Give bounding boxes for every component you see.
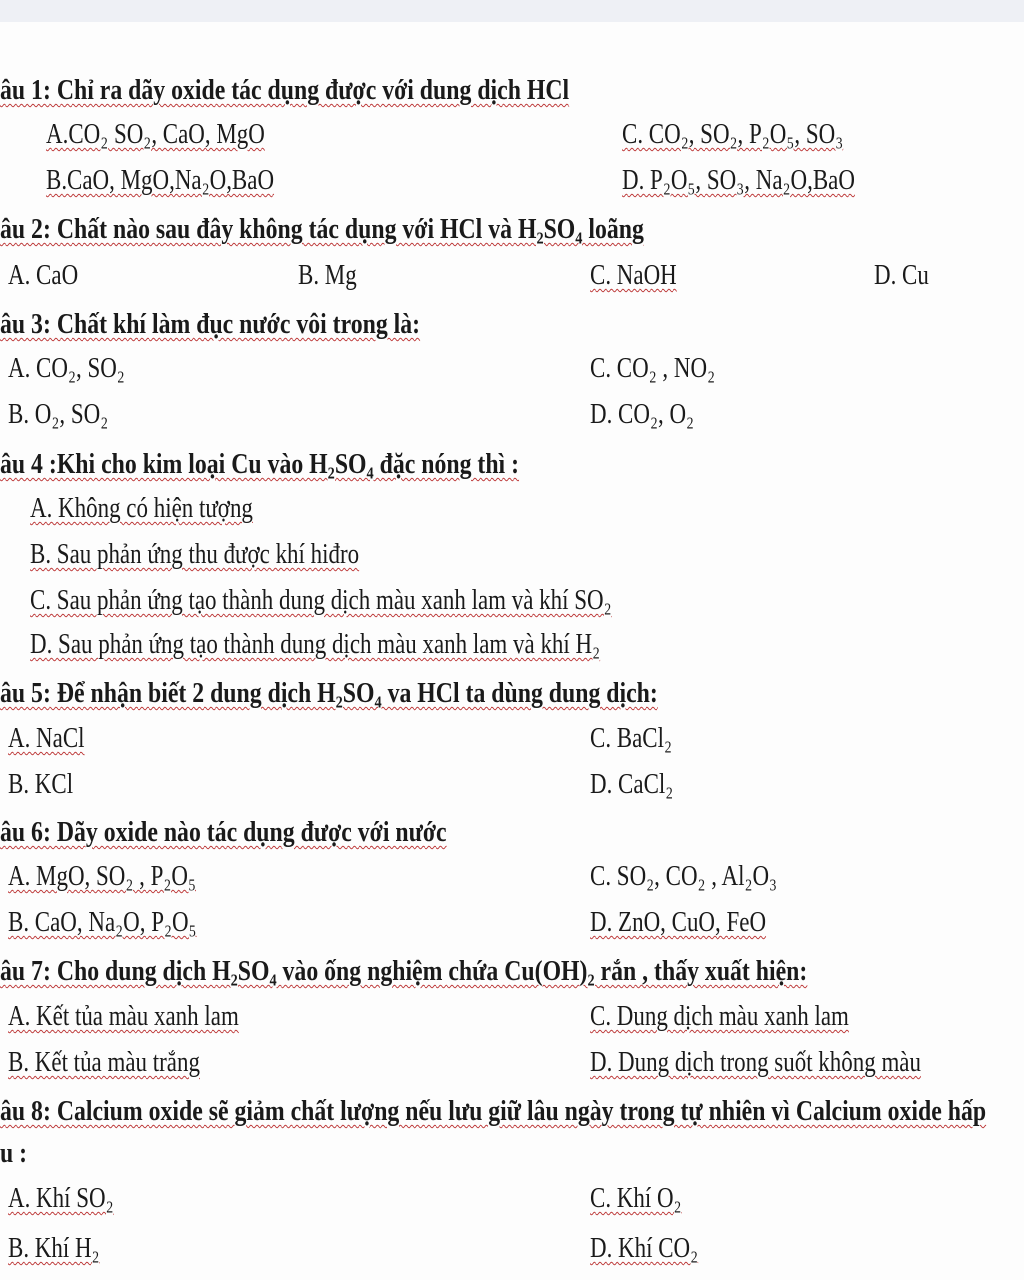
q3-option-d[interactable]: D. CO₂, O₂ <box>590 399 695 430</box>
q1-option-d[interactable]: D. P₂O₅, SO₃, Na₂O,BaO <box>622 165 855 196</box>
q5-option-c[interactable]: C. BaCl₂ <box>590 723 672 754</box>
q4-option-a[interactable]: A. Không có hiện tượng <box>30 493 253 524</box>
q1-option-b[interactable]: B.CaO, MgO,Na₂O,BaO <box>46 165 275 196</box>
q2-option-d[interactable]: D. Cu <box>874 260 929 291</box>
question-8-continued: u : <box>0 1137 28 1169</box>
q8-option-d[interactable]: D. Khí CO₂ <box>590 1233 699 1264</box>
q7-option-d[interactable]: D. Dung dịch trong suốt không màu <box>590 1047 921 1078</box>
question-7: âu 7: Cho dung dịch H₂SO₄ vào ống nghiệm chứa Cu(OH)₂ rắn , thấy xuất hiện: <box>0 955 808 987</box>
q4-option-d[interactable]: D. Sau phản ứng tạo thành dung dịch màu xanh lam và khí H₂ <box>30 629 601 660</box>
q8-option-a[interactable]: A. Khí SO₂ <box>8 1183 114 1214</box>
q5-option-a[interactable]: A. NaCl <box>8 723 85 754</box>
q2-option-a[interactable]: A. CaO <box>8 260 79 291</box>
question-3: âu 3: Chất khí làm đục nước vôi trong là: <box>0 308 421 340</box>
q1-option-c[interactable]: C. CO₂, SO₂, P₂O₅, SO₃ <box>622 119 844 150</box>
q3-option-b[interactable]: B. O₂, SO₂ <box>8 399 109 430</box>
q2-option-b[interactable]: B. Mg <box>298 260 357 291</box>
q4-option-c[interactable]: C. Sau phản ứng tạo thành dung dịch màu xanh lam và khí SO₂ <box>30 585 612 616</box>
q7-option-c[interactable]: C. Dung dịch màu xanh lam <box>590 1001 849 1032</box>
q5-option-d[interactable]: D. CaCl₂ <box>590 769 674 800</box>
question-4: âu 4 :Khi cho kim loại Cu vào H₂SO₄ đặc nóng thì : <box>0 448 520 480</box>
q6-option-a[interactable]: A. MgO, SO₂ , P₂O₅ <box>8 861 196 892</box>
q8-option-c[interactable]: C. Khí O₂ <box>590 1183 682 1214</box>
question-1: âu 1: Chỉ ra dãy oxide tác dụng được với dung dịch HCl <box>0 74 570 106</box>
q6-option-d[interactable]: D. ZnO, CuO, FeO <box>590 907 767 938</box>
question-6: âu 6: Dãy oxide nào tác dụng được với nước <box>0 816 447 848</box>
q4-option-b[interactable]: B. Sau phản ứng thu được khí hiđro <box>30 539 360 570</box>
q3-option-a[interactable]: A. CO₂, SO₂ <box>8 353 125 384</box>
q7-option-b[interactable]: B. Kết tủa màu trắng <box>8 1047 200 1078</box>
question-8: âu 8: Calcium oxide sẽ giảm chất lượng nếu lưu giữ lâu ngày trong tự nhiên vì Calcium oxide hấp <box>0 1095 987 1127</box>
q8-option-b[interactable]: B. Khí H₂ <box>8 1233 100 1264</box>
q6-option-c[interactable]: C. SO₂, CO₂ , Al₂O₃ <box>590 861 778 892</box>
question-5: âu 5: Để nhận biết 2 dung dịch H₂SO₄ va HCl ta dùng dung dịch: <box>0 677 658 709</box>
q3-option-c[interactable]: C. CO₂ , NO₂ <box>590 353 716 384</box>
q5-option-b[interactable]: B. KCl <box>8 769 74 800</box>
q1-option-a[interactable]: A.CO₂ SO₂, CaO, MgO <box>46 119 265 150</box>
q7-option-a[interactable]: A. Kết tủa màu xanh lam <box>8 1001 239 1032</box>
q6-option-b[interactable]: B. CaO, Na₂O, P₂O₅ <box>8 907 197 938</box>
q2-option-c[interactable]: C. NaOH <box>590 260 677 291</box>
question-2: âu 2: Chất nào sau đây không tác dụng với HCl và H₂SO₄ loãng <box>0 213 644 245</box>
